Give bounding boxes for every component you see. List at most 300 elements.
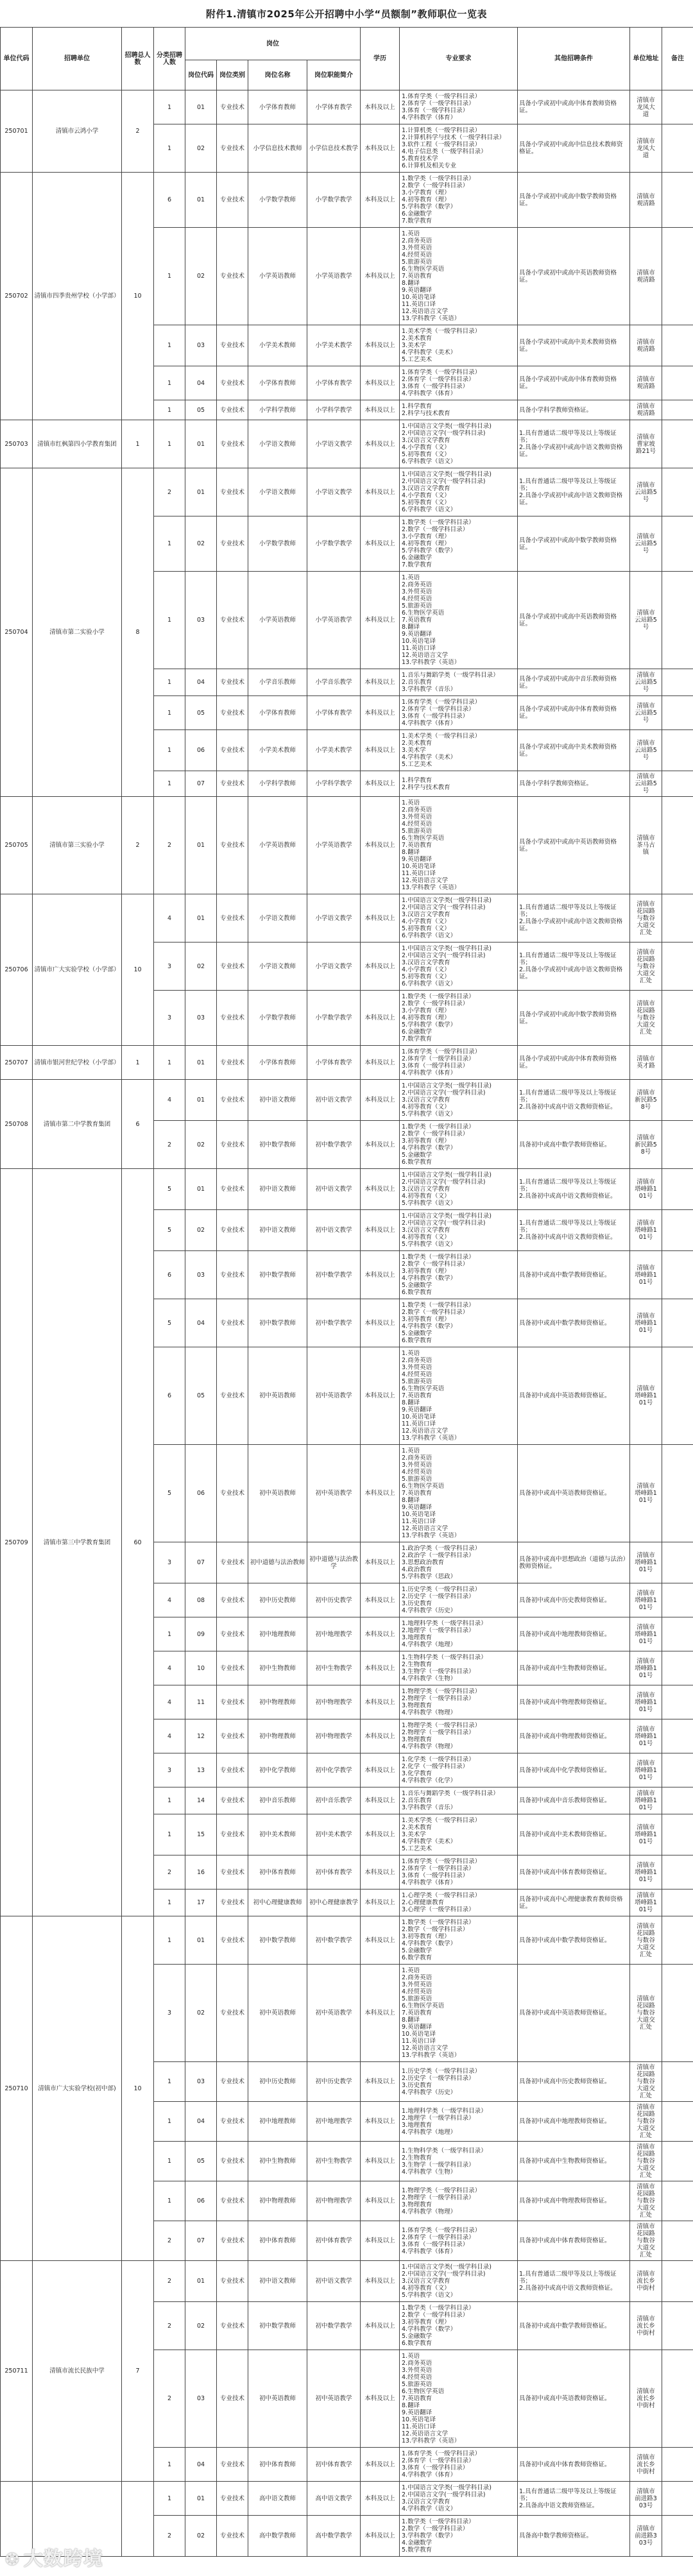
education: 本科及以上 [361,400,400,420]
major-requirements [400,366,518,400]
unit-address: 清镇市花园路与数谷大道交汇处 [630,894,662,943]
sub-count: 1 [154,730,185,771]
major-item: 4.学科教学（体育） [402,114,457,121]
other-conditions: 具备小学或初中或高中体育教师资格证。 [518,90,630,124]
major-item: 2.政治学（一级学科目录） [402,1552,475,1559]
education: 本科及以上 [361,730,400,771]
position-duty: 小学美术教学 [307,730,361,771]
unit-code: 250711 [1,2261,33,2482]
position-duty: 初中语文教学 [307,1169,361,1210]
major-item: 9.英语翻译 [402,2024,432,2031]
major-item: 4.初等教育（理） [402,1014,450,1021]
major-item: 2.商务英语 [402,1454,432,1462]
major-item: 5.初等教育（文） [402,499,450,506]
position-category: 专业技术 [217,325,248,366]
position-duty: 初中英语教学 [307,1965,361,2062]
major-item: 3.地理教育 [402,1634,432,1641]
major-item: 10.英语笔译 [402,1413,436,1420]
major-item: 6.生物医学英语 [402,1385,445,1392]
position-category: 专业技术 [217,991,248,1046]
unit-address: 清镇市观清路 [630,173,662,228]
position-duty: 初中历史教学 [307,1583,361,1617]
unit-name: 清镇市广大实验学校(初中部) [33,1916,122,2261]
major-item: 1.英语 [402,2353,420,2360]
remarks [662,572,693,669]
major-item: 4.电子信息类（一级学科目录） [402,148,487,155]
sub-count: 3 [154,1965,185,2062]
unit-name: 清镇市云鸿小学 [33,90,122,173]
major-item: 1.体育学类（一级学科目录） [402,2226,481,2234]
unit-address: 清镇市流长乡中街村 [630,2350,662,2448]
major-item: 4.学科教学（生物） [402,2168,457,2176]
major-item: 3.初等教育（理） [402,2319,450,2326]
sub-count: 1 [154,2482,185,2516]
sub-count: 6 [154,173,185,228]
major-item: 5.学科教学（语文） [402,1111,457,1118]
major-requirements [400,1855,518,1889]
major-item: 1.数学类（一级学科目录） [402,1254,475,1261]
remarks [662,1889,693,1916]
sub-count: 1 [154,366,185,400]
remarks [662,2516,693,2557]
other-conditions: 具备初中或高中物理教师资格证。 [518,1685,630,1719]
remarks [662,1251,693,1299]
unit-address: 清镇市塔峰路101号 [630,1251,662,1299]
major-item: 7.英语教育 [402,2395,432,2402]
education: 本科及以上 [361,2062,400,2102]
position-duty: 初中语文教学 [307,2261,361,2302]
major-item: 5.金融数学 [402,2333,432,2340]
position-code: 14 [185,1787,217,1814]
major-requirements [400,1046,518,1080]
position-name: 小学英语教师 [248,228,307,325]
major-item: 4.学科教学（历史） [402,2088,457,2096]
major-item: 1.物理学类（一级学科目录） [402,1722,481,1729]
education: 本科及以上 [361,2350,400,2448]
sub-count: 1 [154,228,185,325]
major-item: 4.经贸英语 [402,2374,432,2381]
unit-address: 清镇市塔峰路101号 [630,1347,662,1445]
position-code: 01 [185,173,217,228]
other-conditions: 具备初中或高中心理健康教育教师资格证。 [518,1889,630,1916]
education: 本科及以上 [361,1121,400,1169]
position-code: 02 [185,1210,217,1251]
major-item: 4.小学教育（文） [402,966,450,973]
other-conditions: 具备初中或高中数学教师资格证。 [518,2302,630,2350]
major-requirements [400,124,518,173]
education: 本科及以上 [361,2261,400,2302]
position-category: 专业技术 [217,2350,248,2448]
position-category: 专业技术 [217,2062,248,2102]
major-item: 6.生物医学英语 [402,835,445,842]
remarks [662,1542,693,1583]
position-name: 初中英语教师 [248,1347,307,1445]
unit-address: 清镇市塔峰路101号 [630,1299,662,1347]
position-name: 初中语文教师 [248,1169,307,1210]
header-pos-category: 岗位类别 [217,60,248,90]
table-row [1,420,693,468]
unit-address: 清镇市塔峰路101号 [630,1210,662,1251]
unit-total: 6 [122,1080,154,1169]
unit-total: 8 [122,468,154,797]
major-item: 4.学科教学（物理） [402,1743,457,1750]
sub-count: 2 [154,2221,185,2261]
major-item: 3.体育（一级学科目录） [402,2464,469,2471]
major-item: 3.小学教育（理） [402,189,450,196]
sub-count: 1 [154,90,185,124]
major-item: 6.生物医学英语 [402,610,445,617]
other-conditions: 具备初中或高中历史教师资格证。 [518,2062,630,2102]
major-item: 4.初等教育（理） [402,540,450,547]
unit-code: 250709 [1,1169,33,1916]
major-item: 3.学科教学（数学） [402,2532,457,2539]
remarks [662,943,693,991]
major-item: 3.美术学 [402,1831,426,1838]
major-item: 1.中国语言文学类(一级学科目录) [402,423,492,430]
position-name: 小学体育教师 [248,1046,307,1080]
position-duty: 初中英语教学 [307,1347,361,1445]
position-category: 专业技术 [217,2221,248,2261]
position-code: 10 [185,1651,217,1685]
other-conditions: 1.具有普通话二级甲等及以上等级证书； 2.具备初中或高中语文教师资格证。 [518,1210,630,1251]
major-item: 4.学科教学（美术） [402,754,457,761]
other-conditions: 具备初中或高中数学教师资格证。 [518,1251,630,1299]
education: 本科及以上 [361,1347,400,1445]
position-category: 专业技术 [217,1787,248,1814]
position-category: 专业技术 [217,173,248,228]
position-code: 01 [185,2261,217,2302]
position-name: 初中英语教师 [248,1445,307,1542]
major-item: 2.数学（一级学科目录） [402,182,469,189]
remarks [662,2062,693,2102]
watermark-text: 大数跨境 [23,2548,103,2570]
position-duty: 初中化学教学 [307,1753,361,1787]
major-item: 5.初等教育（文） [402,973,450,980]
positions-table [0,27,693,2557]
sub-count: 2 [154,2350,185,2448]
header-position-group: 岗位 [185,28,361,60]
position-duty: 初中英语教学 [307,1445,361,1542]
other-conditions: 具备初中或高中思想政治（道德与法治）教师资格证。 [518,1542,630,1583]
position-category: 专业技术 [217,1080,248,1121]
major-item: 5.旅游英语 [402,1995,432,2002]
unit-address: 清镇市塔峰路101号 [630,1787,662,1814]
remarks [662,1046,693,1080]
position-category: 专业技术 [217,943,248,991]
remarks [662,894,693,943]
sub-count: 4 [154,1583,185,1617]
sub-count: 4 [154,1719,185,1753]
position-name: 小学英语教师 [248,797,307,894]
position-category: 专业技术 [217,2261,248,2302]
major-item: 1.中国语言文学类(一级学科目录) [402,1213,492,1220]
position-code: 02 [185,228,217,325]
position-duty: 小学科学教学 [307,400,361,420]
major-item: 1.数学类（一级学科目录） [402,993,475,1000]
remarks [662,2181,693,2221]
position-category: 专业技术 [217,1889,248,1916]
major-item: 6.数学教育 [402,2340,432,2347]
major-item: 8.翻译 [402,1497,420,1504]
sub-count: 1 [154,1787,185,1814]
major-item: 13.学科教学（英语） [402,659,461,666]
major-item: 3.外贸英语 [402,588,432,595]
major-item: 7.英语教育 [402,2009,432,2017]
position-code: 01 [185,1080,217,1121]
major-item: 1.数学类（一级学科目录） [402,2518,475,2525]
table-row [1,2261,693,2302]
major-requirements [400,1080,518,1121]
position-category: 专业技术 [217,2482,248,2516]
position-code: 15 [185,1814,217,1855]
education: 本科及以上 [361,2482,400,2516]
position-duty: 初中数学教学 [307,1916,361,1965]
position-code: 02 [185,2516,217,2557]
unit-address: 清镇市塔峰路101号 [630,1889,662,1916]
position-category: 专业技术 [217,894,248,943]
major-item: 3.地理教育 [402,2121,432,2129]
major-item: 3.历史教育 [402,2081,432,2089]
table-row [1,468,693,516]
remarks [662,730,693,771]
unit-address: 清镇市茶马古镇 [630,797,662,894]
position-name: 小学美术教师 [248,730,307,771]
unit-address: 清镇市龙凤大道 [630,124,662,173]
remarks [662,696,693,730]
other-conditions: 具备初中或高中数学教师资格证。 [518,1916,630,1965]
header-unit-name: 招聘单位 [33,28,122,90]
position-code: 02 [185,1965,217,2062]
major-item: 1.中国语言文学类(一级学科目录) [402,471,492,478]
sub-count: 1 [154,669,185,696]
unit-name: 清镇市第二实验小学 [33,468,122,797]
sub-count: 1 [154,2448,185,2482]
remarks [662,2221,693,2261]
unit-name: 清镇市第二中学教育集团 [33,1080,122,1169]
unit-address: 清镇市塔峰路101号 [630,1169,662,1210]
position-duty: 初中数学教学 [307,1251,361,1299]
major-requirements [400,730,518,771]
education: 本科及以上 [361,1299,400,1347]
remarks [662,1753,693,1787]
major-item: 4.学科教学（体育） [402,2471,457,2478]
major-item: 3.美术学 [402,342,426,349]
major-item: 5.工艺美术 [402,356,432,363]
unit-address: 清镇市云站路5号 [630,696,662,730]
position-duty: 小学美术教学 [307,325,361,366]
position-category: 专业技术 [217,1916,248,1965]
major-requirements [400,771,518,797]
position-name: 初中体育教师 [248,2221,307,2261]
unit-address: 清镇市云站路5号 [630,572,662,669]
major-item: 2.美术教育 [402,1824,432,1831]
major-item: 4.经贸英语 [402,1469,432,1476]
education: 本科及以上 [361,572,400,669]
position-duty: 初中道德与法治教学 [307,1542,361,1583]
position-category: 专业技术 [217,1046,248,1080]
major-item: 1.英语 [402,1350,420,1357]
major-requirements [400,1814,518,1855]
position-code: 04 [185,2102,217,2142]
education: 本科及以上 [361,2221,400,2261]
position-category: 专业技术 [217,124,248,173]
education: 本科及以上 [361,1855,400,1889]
major-item: 7.英语教育 [402,617,432,624]
unit-address: 清镇市花园路与数谷大道交汇处 [630,943,662,991]
sub-count: 4 [154,1685,185,1719]
major-item: 6.生物医学英语 [402,2002,445,2009]
table-row [1,2482,693,2516]
position-name: 初中英语教师 [248,2350,307,2448]
sub-count: 5 [154,1299,185,1347]
position-code: 05 [185,1347,217,1445]
major-item: 3.初等教育（理） [402,1316,450,1323]
major-item: 2.体育学（一级学科目录） [402,100,475,107]
major-item: 2.数学（一级学科目录） [402,2525,469,2532]
position-category: 专业技术 [217,2181,248,2221]
sub-count: 1 [154,400,185,420]
major-item: 12.英语语言文学 [402,877,449,884]
position-category: 专业技术 [217,366,248,400]
unit-total: 7 [122,2261,154,2482]
position-duty: 初中物理教学 [307,1719,361,1753]
position-name: 小学语文教师 [248,894,307,943]
position-duty: 初中英语教学 [307,2350,361,2448]
remarks [662,325,693,366]
position-category: 专业技术 [217,1169,248,1210]
unit-address: 清镇市云站路5号 [630,669,662,696]
position-duty: 初中语文教学 [307,1210,361,1251]
position-duty: 初中美术教学 [307,1814,361,1855]
position-category: 专业技术 [217,1445,248,1542]
other-conditions: 1.具有普通话二级甲等及以上等级证书； 2.具备小学或初中或高中语文教师资格证。 [518,894,630,943]
position-category: 专业技术 [217,1299,248,1347]
major-requirements [400,1347,518,1445]
major-item: 4.学科教学（美术） [402,1838,457,1845]
position-code: 03 [185,2350,217,2448]
major-item: 11.英语口译 [402,1518,436,1525]
major-item: 2.物理学（一级学科目录） [402,2194,475,2201]
other-conditions: 具备初中或高中物理教师资格证。 [518,1719,630,1753]
major-item: 2.数学（一级学科目录） [402,526,469,533]
other-conditions: 具备初中或高中英语教师资格证。 [518,2350,630,2448]
sub-count: 3 [154,991,185,1046]
position-name: 小学语文教师 [248,468,307,516]
major-item: 4.学科教学（体育） [402,720,457,727]
major-item: 1.数学类（一级学科目录） [402,1302,475,1309]
position-duty: 初中生物教学 [307,1651,361,1685]
unit-address: 清镇市花园路与数谷大道交汇处 [630,2062,662,2102]
remarks [662,1583,693,1617]
major-item: 1.美术学类（一级学科目录） [402,1817,481,1824]
sub-count: 3 [154,1542,185,1583]
position-name: 初中生物教师 [248,1651,307,1685]
education: 本科及以上 [361,1251,400,1299]
other-conditions: 具备初中或高中音乐教师资格证。 [518,1787,630,1814]
major-item: 11.英语口译 [402,2423,436,2430]
major-requirements [400,991,518,1046]
major-item: 3.汉语言文学教育 [402,2498,450,2505]
position-code: 01 [185,2482,217,2516]
position-code: 13 [185,1753,217,1787]
remarks [662,1719,693,1753]
page-title: 附件1.清镇市2025年公开招聘中小学“员额制”教师职位一览表 [205,8,488,20]
other-conditions: 具备小学或初中或高中英语教师资格证。 [518,572,630,669]
position-category: 专业技术 [217,2302,248,2350]
major-item: 4.学科教学（地理） [402,2128,457,2136]
major-item: 4.学科教学（物理） [402,1709,457,1716]
position-duty: 初中数学教学 [307,1121,361,1169]
unit-name: 清镇市第三实验小学 [33,797,122,894]
major-item: 3.小学教育（理） [402,1007,450,1014]
major-item: 2.化学（一级学科目录） [402,1763,469,1770]
major-item: 1.音乐与舞蹈学类（一级学科目录） [402,1790,499,1797]
major-item: 2.科学与技术教育 [402,783,450,791]
education: 本科及以上 [361,1210,400,1251]
major-item: 13.学科教学（英语） [402,1435,461,1442]
unit-total: 10 [122,173,154,420]
remarks [662,1169,693,1210]
position-name: 初中美术教师 [248,1814,307,1855]
major-item: 11.英语口译 [402,2038,436,2045]
sub-count: 6 [154,1347,185,1445]
major-item: 4.学科教学（体育） [402,390,457,397]
unit-address: 清镇市英才路 [630,1046,662,1080]
unit-total: 1 [122,1046,154,1080]
major-item: 5.旅游英语 [402,2381,432,2388]
other-conditions: 具备小学或初中或高中英语教师资格证。 [518,797,630,894]
education: 本科及以上 [361,2448,400,2482]
major-item: 13.学科教学（英语） [402,315,461,322]
major-item: 5.旅游英语 [402,1378,432,1385]
major-item: 12.英语语言文学 [402,1525,449,1532]
unit-code: 250705 [1,797,33,894]
major-item: 3.外贸英语 [402,1462,432,1469]
header-total: 招聘总人数 [122,28,154,90]
major-item: 2.体育学（一级学科目录） [402,706,475,713]
position-category: 专业技术 [217,1719,248,1753]
sub-count: 5 [154,1210,185,1251]
major-item: 5.初等教育（文） [402,925,450,932]
position-category: 专业技术 [217,1210,248,1251]
education: 本科及以上 [361,771,400,797]
education: 本科及以上 [361,228,400,325]
major-item: 2.商务英语 [402,1357,432,1364]
major-item: 5.学科教学（数学） [402,203,457,210]
sub-count: 3 [154,943,185,991]
education: 本科及以上 [361,1719,400,1753]
header-remarks: 备注 [662,28,693,90]
position-name: 小学科学教师 [248,771,307,797]
sub-count: 1 [154,1046,185,1080]
sub-count: 1 [154,2062,185,2102]
major-item: 3.汉语言文学教育 [402,1096,450,1104]
unit-address: 清镇市花园路与数谷大道交汇处 [630,1965,662,2062]
major-item: 1.历史学类（一级学科目录） [402,1586,481,1593]
sub-count: 1 [154,1889,185,1916]
major-item: 5.旅游英语 [402,1476,432,1483]
sub-count: 1 [154,2102,185,2142]
major-requirements [400,1121,518,1169]
unit-name: 清镇市第三中学教育集团 [33,1169,122,1916]
position-code: 02 [185,2302,217,2350]
other-conditions: 具备初中或高中数学教师资格证。 [518,1299,630,1347]
position-name: 初中数学教师 [248,1121,307,1169]
major-item: 3.汉语言文学教育 [402,911,450,918]
unit-address: 清镇市塔峰路101号 [630,1617,662,1651]
unit-total: 2 [122,797,154,894]
major-item: 2.音乐教育 [402,679,432,686]
